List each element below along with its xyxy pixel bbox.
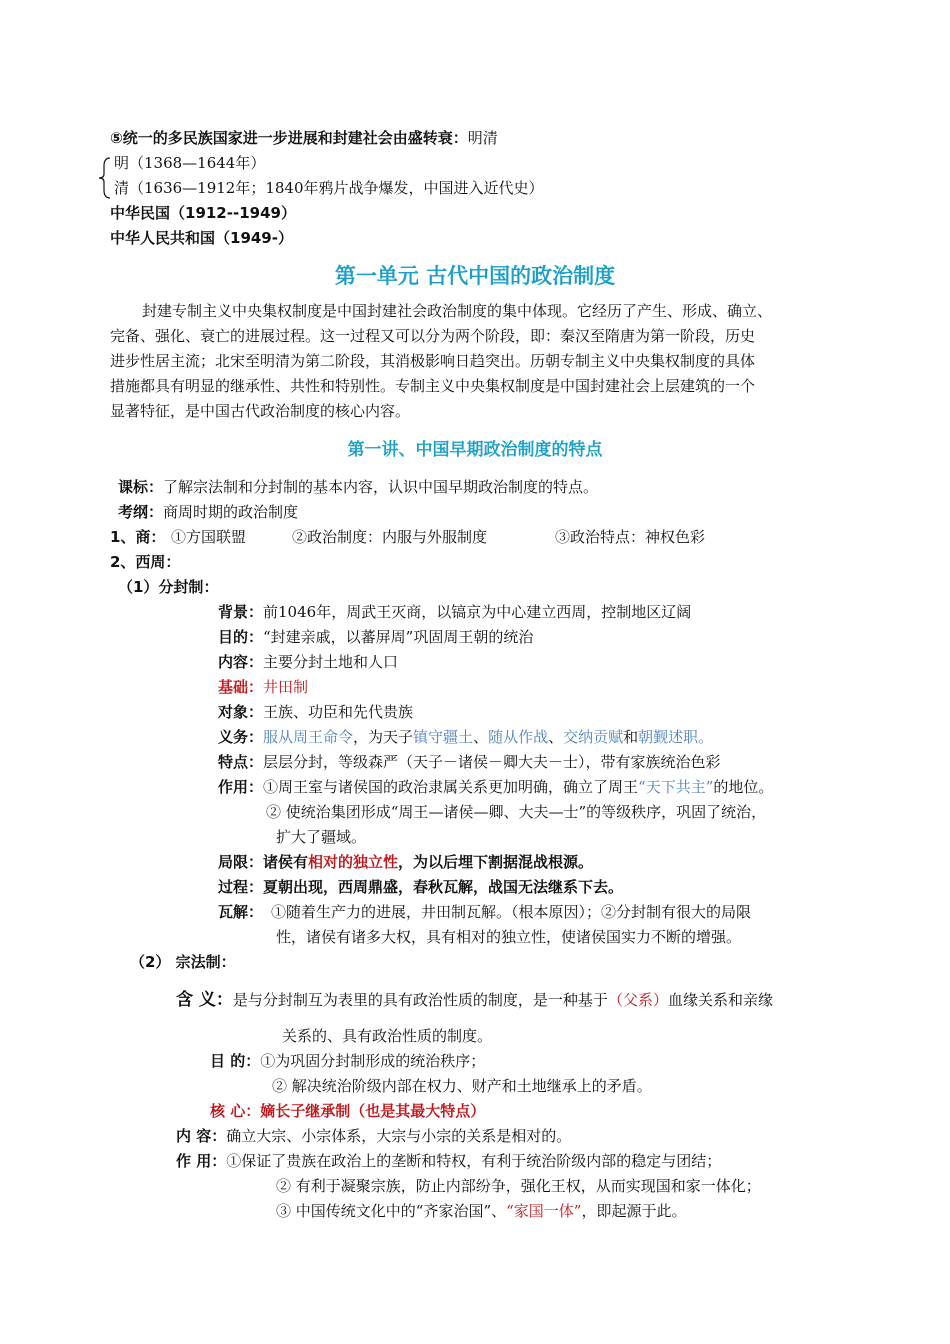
zongfa-hexin [210,1101,485,1121]
zongfa-mudi-2: ② 解决统治阶级内部在权力、财产和土地继承上的矛盾。 [272,1077,652,1095]
fenfeng-zuoyong-2: ② 使统治集团形成“周王—诸侯—卿、大夫—士”的等级秩序，巩固了统治， [266,803,767,821]
yiwu-part: 随从作战 [488,728,549,746]
fenfeng-yiwu [218,727,713,747]
zongfa-mudi [210,1051,485,1071]
hanyi-text: 是与分封制互为表里的具有政治性质的制度，是一种基于 [232,991,608,1009]
kebiao-label: 课标： [118,478,164,496]
zongfa-hanyi-2: 关系的、具有政治性质的制度。 [282,1027,493,1045]
zongfa-neirong [176,1126,571,1146]
wajie-text: ①随着生产力的进展，井田制瓦解。（根本原因）；②分封制有很大的局限 [271,903,752,921]
fenfeng-heading: （1）分封制： [118,578,219,596]
prc-line: 中华人民共和国（1949-） [110,229,293,247]
beijing-label: 背景： [218,603,264,621]
intro-line: 进步性居主流；北宋至明清为第二阶段，其消极影响日趋突出。历朝专制主义中央集权制度的具体 [110,352,756,370]
zongfa-zuoyong [176,1151,721,1171]
intro-line: 措施都具有明显的继承性、共性和特别性。专制主义中央集权制度是中国封建社会上层建筑的一个 [110,377,756,395]
yiwu-part: 、 [548,728,564,746]
juxian-highlight: 相对的独立性 [308,853,399,871]
unit-intro [110,299,850,424]
fenfeng-mudi [218,627,533,647]
zongfa-mudi-label: 目 的： [210,1052,261,1070]
shang-label: 1、商： [110,528,166,546]
kaogang-text: 商周时期的政治制度 [163,503,299,521]
fenfeng-juxian [218,852,593,872]
zongfa-neirong-text: 确立大宗、小宗体系，大宗与小宗的关系是相对的。 [226,1127,572,1145]
dynasty-line-5-value: 明清 [467,129,498,147]
yiwu-part: 镇守疆土 [413,728,474,746]
hanyi-label: 含 义： [176,990,233,1010]
yiwu-part: 。 [698,728,714,746]
lecture-title: 第一讲、中国早期政治制度的特点 [347,440,603,460]
xizhou-label: 2、西周： [110,553,181,571]
yiwu-part: 、 [473,728,489,746]
brace-icon [98,156,112,200]
intro-line: 封建专制主义中央集权制度是中国封建社会政治制度的集中体现。它经历了产生、形成、确立、 [142,302,773,320]
zongfa-hanyi [176,990,773,1010]
yiwu-part: ，为天子 [353,728,414,746]
neirong-text: 主要分封土地和人口 [263,653,399,671]
wajie-label: 瓦解： [218,903,264,921]
yiwu-part: 和 [623,728,639,746]
zuoyong-text: ①周王室与诸侯国的政治隶属关系更加明确，确立了周王 [263,778,639,796]
tedian-label: 特点： [218,753,264,771]
yiwu-part: 朝觐述职 [638,728,699,746]
mudi-text: “封建亲戚，以蕃屏周”巩固周王朝的统治 [263,628,534,646]
kebiao-text: 了解宗法制和分封制的基本内容，认识中国早期政治制度的特点。 [163,478,599,496]
hanyi-highlight: （父系） [607,991,668,1009]
zongfa-zuoyong-3-highlight: “家国一体” [506,1202,582,1220]
yiwu-part: 交纳贡赋 [563,728,624,746]
fenfeng-zuoyong-2b: 扩大了疆域。 [276,828,367,846]
intro-line: 显著特征，是中国古代政治制度的核心内容。 [110,402,411,420]
shang-item-1: ①方国联盟 [171,528,247,546]
zongfa-zuoyong-text: ①保证了贵族在政治上的垄断和特权，有利于统治阶级内部的稳定与团结； [226,1152,722,1170]
fenfeng-guocheng [218,877,623,897]
hexin-text: 嫡长子继承制（也是其最大特点） [260,1102,486,1120]
shang-item-3: ③政治特点：神权色彩 [555,528,706,546]
unit-title: 第一单元 古代中国的政治制度 [334,264,616,288]
tedian-text: 层层分封，等级森严（天子－诸侯－卿大夫－士），带有家族统治色彩 [263,753,721,771]
zuoyong-text: 的地位。 [713,778,774,796]
yiwu-label: 义务： [218,728,264,746]
juxian-label: 局限： [218,853,264,871]
zongfa-zuoyong-3 [276,1201,686,1221]
zongfa-neirong-label: 内 容： [176,1127,227,1145]
dynasty-line-5-label: ⑤统一的多民族国家进一步进展和封建社会由盛转衰： [110,129,468,147]
fenfeng-wajie [218,902,751,922]
jichu-text: 井田制 [263,678,309,696]
fenfeng-tedian [218,752,721,772]
ming-line: 明（1368—1644年） [114,154,266,172]
qing-line: 清（1636—1912年；1840年鸦片战争爆发，中国进入近代史） [114,179,544,197]
jichu-label: 基础： [218,678,264,696]
juxian-text: ，为以后埋下割据混战根源。 [398,853,594,871]
zuoyong-label: 作用： [218,778,264,796]
fenfeng-zuoyong [218,777,773,797]
zongfa-mudi-text: ①为巩固分封制形成的统治秩序； [260,1052,486,1070]
intro-line: 完备、强化、衰亡的进展过程。这一过程又可以分为两个阶段，即：秦汉至隋唐为第一阶段，历史 [110,327,756,345]
zongfa-zuoyong-label: 作 用： [176,1152,227,1170]
zongfa-zuoyong-3-text: ③ 中国传统文化中的“齐家治国”、 [276,1202,507,1220]
zongfa-zuoyong-2: ② 有利于凝聚宗族，防止内部纷争，强化王权，从而实现国和家一体化； [276,1177,761,1195]
fenfeng-jichu [218,677,308,697]
zongfa-zuoyong-3-text: ，即起源于此。 [581,1202,687,1220]
fenfeng-duixiang [218,702,413,722]
hanyi-text: 血缘关系和亲缘 [667,991,773,1009]
neirong-label: 内容： [218,653,264,671]
yiwu-part: 服从周王命令 [263,728,354,746]
duixiang-text: 王族、功臣和先代贵族 [263,703,414,721]
duixiang-label: 对象： [218,703,264,721]
fenfeng-wajie-2: 性，诸侯有诸多大权，具有相对的独立性，使诸侯国实力不断的增强。 [276,928,742,946]
kaogang-line [118,502,298,522]
zuoyong-highlight: “天下共主” [638,778,714,796]
guocheng-text: 夏朝出现，西周鼎盛，春秋瓦解，战国无法继系下去。 [263,878,624,896]
kebiao-line [118,477,598,497]
dynasty-line-5 [110,128,498,148]
fenfeng-beijing [218,602,691,622]
hexin-label: 核 心： [210,1102,261,1120]
beijing-text: 前1046年，周武王灭商，以镐京为中心建立西周，控制地区辽阔 [263,603,692,621]
shang-item-2: ②政治制度：内服与外服制度 [292,528,488,546]
roc-line: 中华民国（1912--1949） [110,204,296,222]
fenfeng-neirong [218,652,398,672]
guocheng-label: 过程： [218,878,264,896]
mudi-label: 目的： [218,628,264,646]
zongfa-heading: （2） 宗法制： [130,953,236,971]
kaogang-label: 考纲： [118,503,164,521]
juxian-text: 诸侯有 [263,853,309,871]
